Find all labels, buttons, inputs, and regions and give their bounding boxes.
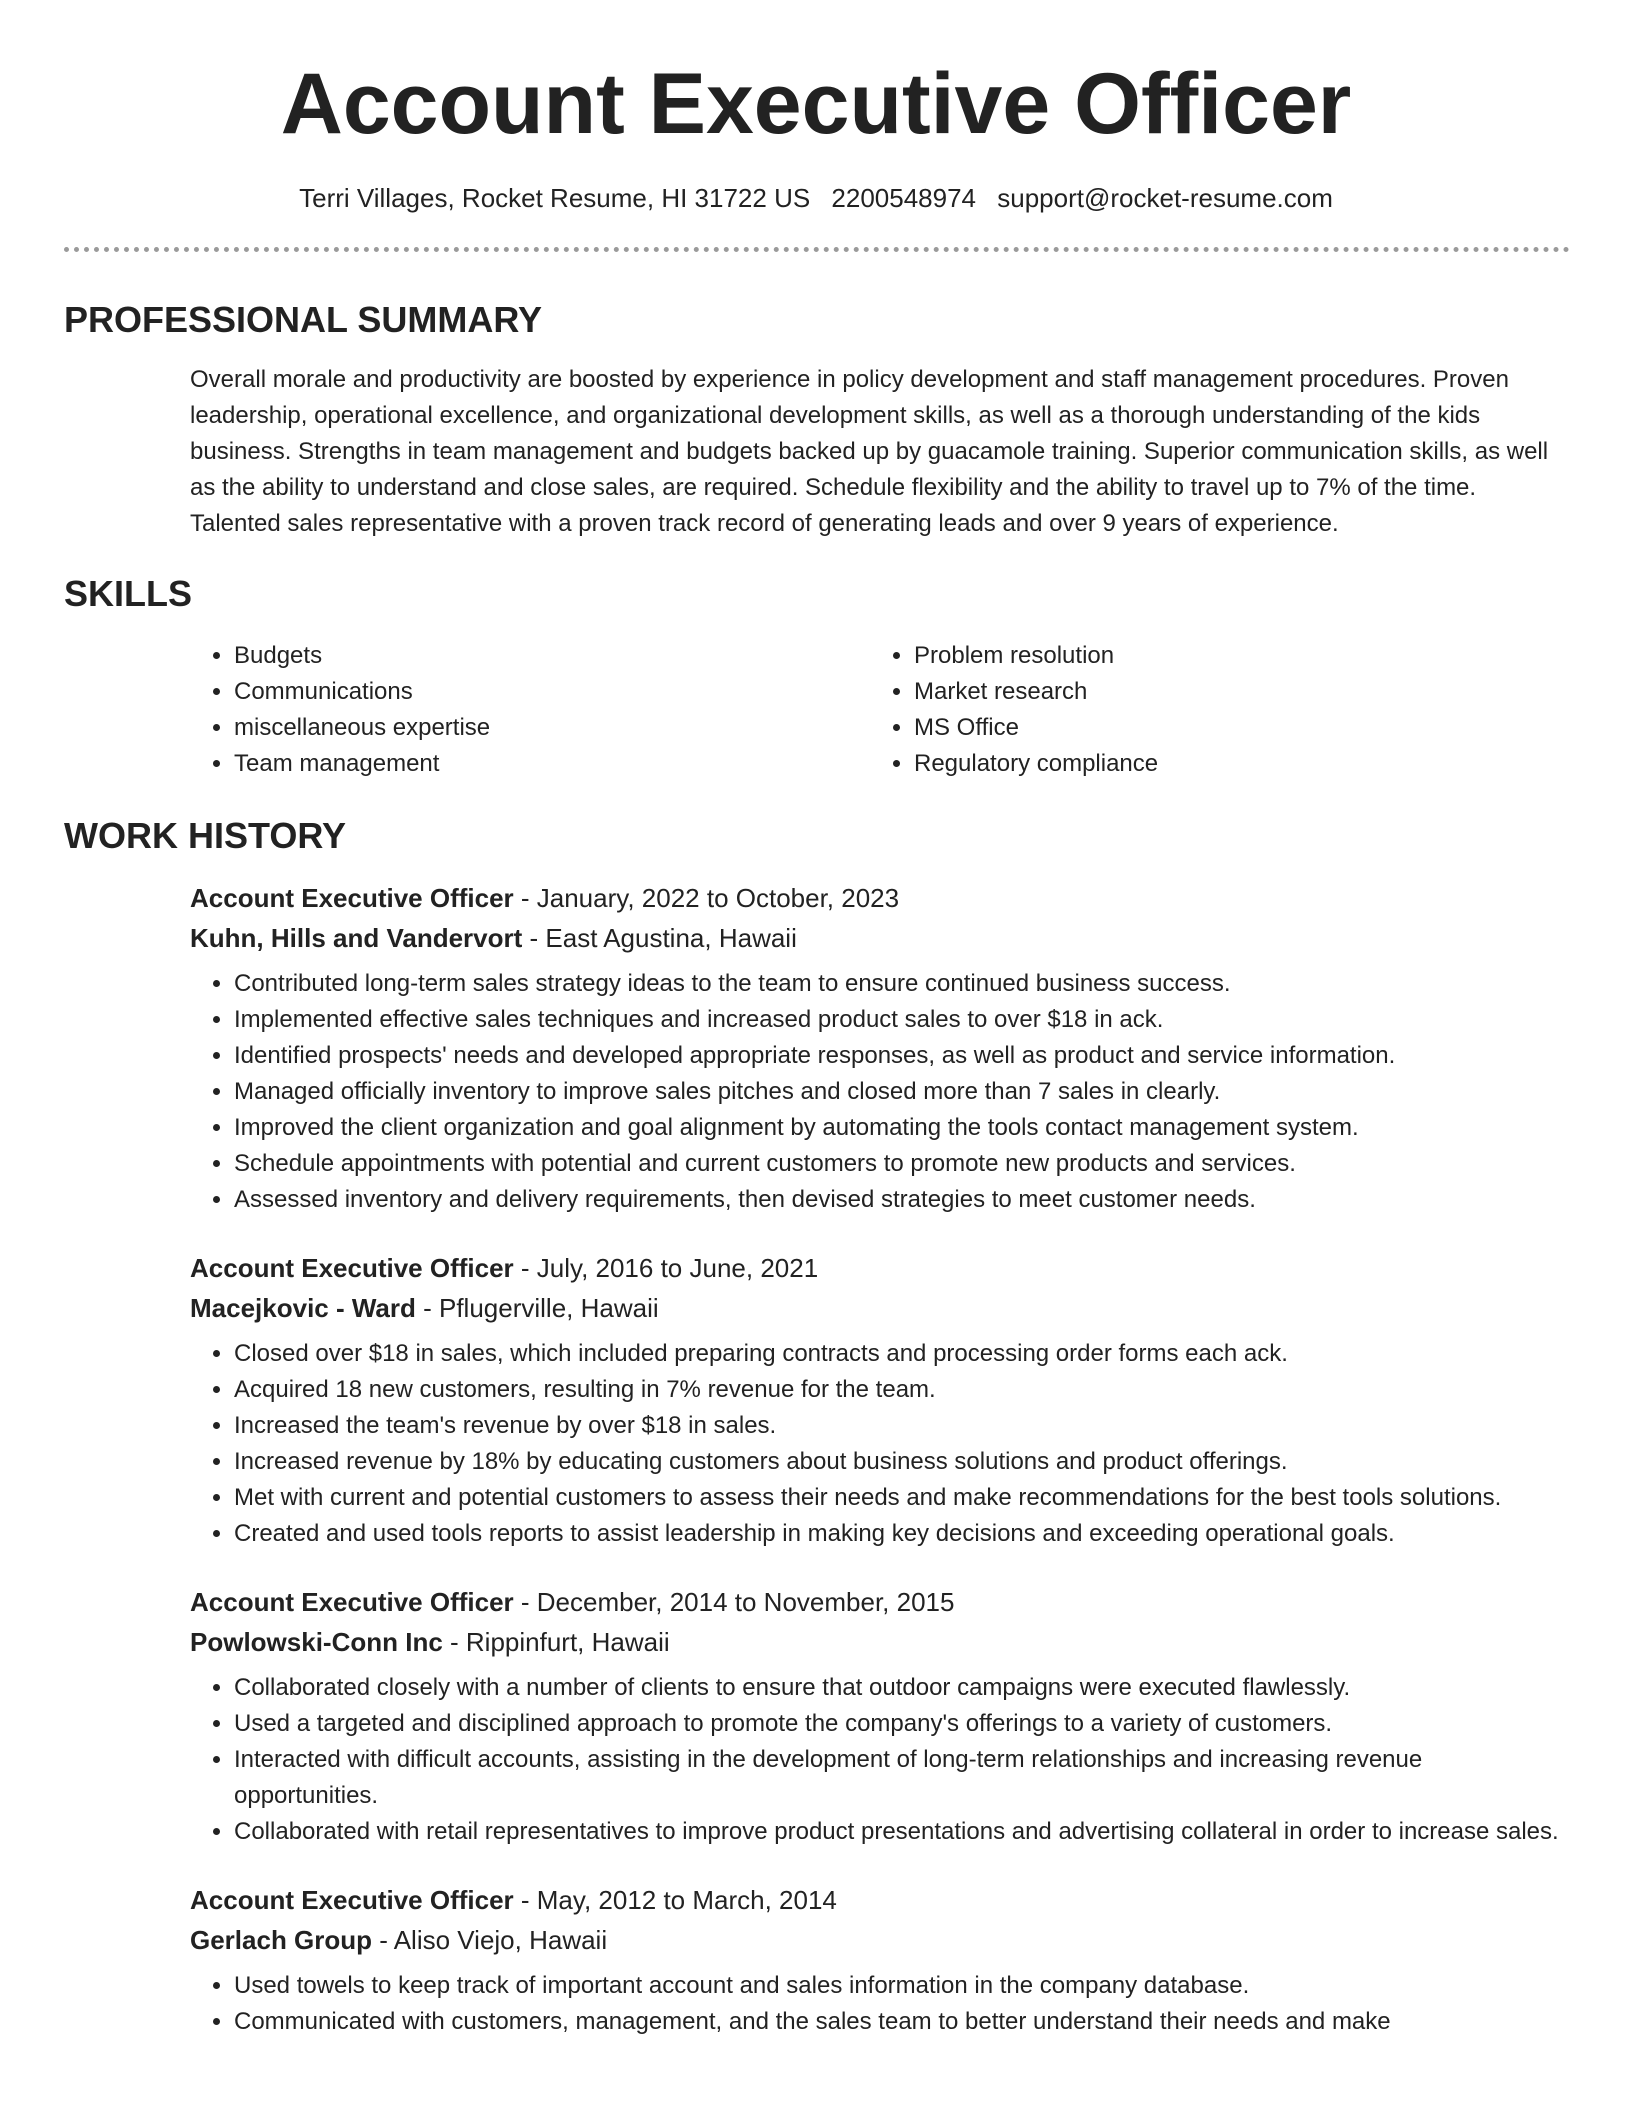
job-location: - East Agustina, Hawaii <box>522 923 797 953</box>
job-bullet: • Managed officially inventory to improve sales pitches and closed more than 7 sales in clearly. <box>234 1074 1570 1110</box>
contact-line <box>0 182 1632 214</box>
job-entry <box>190 1880 1570 2040</box>
job-location: - Pflugerville, Hawaii <box>415 1293 659 1323</box>
skills-column-right <box>870 638 1514 782</box>
skill-item: • Budgets <box>234 638 870 674</box>
job-bullet: • Used a targeted and disciplined approach to promote the company's offerings to a variety of customers. <box>234 1706 1570 1742</box>
job-company-line <box>190 1288 1570 1328</box>
job-title-line <box>190 878 1570 918</box>
job-bullet: • Communicated with customers, management, and the sales team to better understand their needs and make <box>234 2004 1570 2040</box>
job-bullet: • Increased the team's revenue by over $18 in sales. <box>234 1408 1570 1444</box>
job-bullet: • Collaborated closely with a number of clients to ensure that outdoor campaigns were executed flawlessly. <box>234 1670 1570 1706</box>
summary-heading: PROFESSIONAL SUMMARY <box>64 299 543 340</box>
job-company: Gerlach Group <box>190 1925 373 1955</box>
header-divider <box>64 247 1570 252</box>
job-company-line <box>190 1622 1570 1662</box>
job-bullet: • Implemented effective sales techniques and increased product sales to over $18 in ack. <box>234 1002 1570 1038</box>
job-bullet: • Collaborated with retail representatives to improve product presentations and advertising collateral in order to increase sales. <box>234 1814 1570 1850</box>
job-title: Account Executive Officer <box>190 1587 514 1617</box>
job-title-line <box>190 1248 1570 1288</box>
skill-item: • Team management <box>234 746 870 782</box>
job-title: Account Executive Officer <box>190 883 514 913</box>
skill-item: • Communications <box>234 674 870 710</box>
job-bullet: • Created and used tools reports to assist leadership in making key decisions and exceeding operational goals. <box>234 1516 1570 1552</box>
job-company: Macejkovic - Ward <box>190 1293 416 1323</box>
job-bullet: • Schedule appointments with potential and current customers to promote new products and services. <box>234 1146 1570 1182</box>
resume-header <box>0 0 1632 214</box>
job-dates: - July, 2016 to June, 2021 <box>513 1253 819 1283</box>
skills-column-left <box>190 638 870 782</box>
skill-item: • Problem resolution <box>914 638 1514 674</box>
job-company: Kuhn, Hills and Vandervort <box>190 923 523 953</box>
job-bullets <box>190 1670 1570 1850</box>
job-dates: - January, 2022 to October, 2023 <box>513 883 900 913</box>
job-bullets <box>190 1336 1570 1552</box>
job-bullet: • Assessed inventory and delivery requirements, then devised strategies to meet customer needs. <box>234 1182 1570 1218</box>
contact-address: Terri Villages, Rocket Resume, HI 31722 US <box>299 183 811 213</box>
skill-item: • MS Office <box>914 710 1514 746</box>
job-bullet: • Contributed long-term sales strategy ideas to the team to ensure continued business success. <box>234 966 1570 1002</box>
skills-list <box>190 638 1632 782</box>
job-bullets <box>190 966 1570 1218</box>
contact-phone: 2200548974 <box>831 183 977 213</box>
skills-heading: SKILLS <box>64 573 193 614</box>
contact-email: support@rocket-resume.com <box>997 183 1333 213</box>
skill-item: • miscellaneous expertise <box>234 710 870 746</box>
summary-text: Overall morale and productivity are boosted by experience in policy development and staff management procedures. Proven leadership, operational excellence, and organizational development skills, as well as a thorough understanding of the kids business. Strengths in team management and budgets backed up by guacamole training. Superior communication skills, as well as the ability to understand and close sales, are required. Schedule flexibility and the ability to travel up to 7% of the time. Talented sales representative with a proven track record of generating leads and over 9 years of experience. <box>190 366 1549 537</box>
job-bullet: • Interacted with difficult accounts, assisting in the development of long-term relationships and increasing revenue opportunities. <box>234 1742 1570 1814</box>
job-title-line <box>190 1880 1570 1920</box>
skill-item: • Market research <box>914 674 1514 710</box>
job-company: Powlowski-Conn Inc <box>190 1627 443 1657</box>
job-bullet: • Used towels to keep track of important account and sales information in the company database. <box>234 1968 1570 2004</box>
job-company-line <box>190 918 1570 958</box>
job-bullets <box>190 1968 1570 2040</box>
job-location: - Aliso Viejo, Hawaii <box>372 1925 608 1955</box>
job-bullet: • Met with current and potential customers to assess their needs and make recommendations for the best tools solutions. <box>234 1480 1570 1516</box>
job-bullet: • Improved the client organization and goal alignment by automating the tools contact management system. <box>234 1110 1570 1146</box>
job-dates: - May, 2012 to March, 2014 <box>513 1885 837 1915</box>
job-dates: - December, 2014 to November, 2015 <box>513 1587 955 1617</box>
skill-item: • Regulatory compliance <box>914 746 1514 782</box>
work-history-heading: WORK HISTORY <box>64 815 347 856</box>
job-bullet: • Acquired 18 new customers, resulting in 7% revenue for the team. <box>234 1372 1570 1408</box>
job-entry <box>190 878 1570 1218</box>
job-company-line <box>190 1920 1570 1960</box>
job-bullet: • Identified prospects' needs and developed appropriate responses, as well as product and service information. <box>234 1038 1570 1074</box>
job-title: Account Executive Officer <box>190 1253 514 1283</box>
job-title-line <box>190 1582 1570 1622</box>
job-entry <box>190 1248 1570 1552</box>
job-title: Account Executive Officer <box>190 1885 514 1915</box>
candidate-name: Account Executive Officer <box>280 56 1352 152</box>
job-location: - Rippinfurt, Hawaii <box>442 1627 670 1657</box>
job-entry <box>190 1582 1570 1850</box>
job-bullet: • Increased revenue by 18% by educating customers about business solutions and product offerings. <box>234 1444 1570 1480</box>
job-bullet: • Closed over $18 in sales, which included preparing contracts and processing order forms each ack. <box>234 1336 1570 1372</box>
